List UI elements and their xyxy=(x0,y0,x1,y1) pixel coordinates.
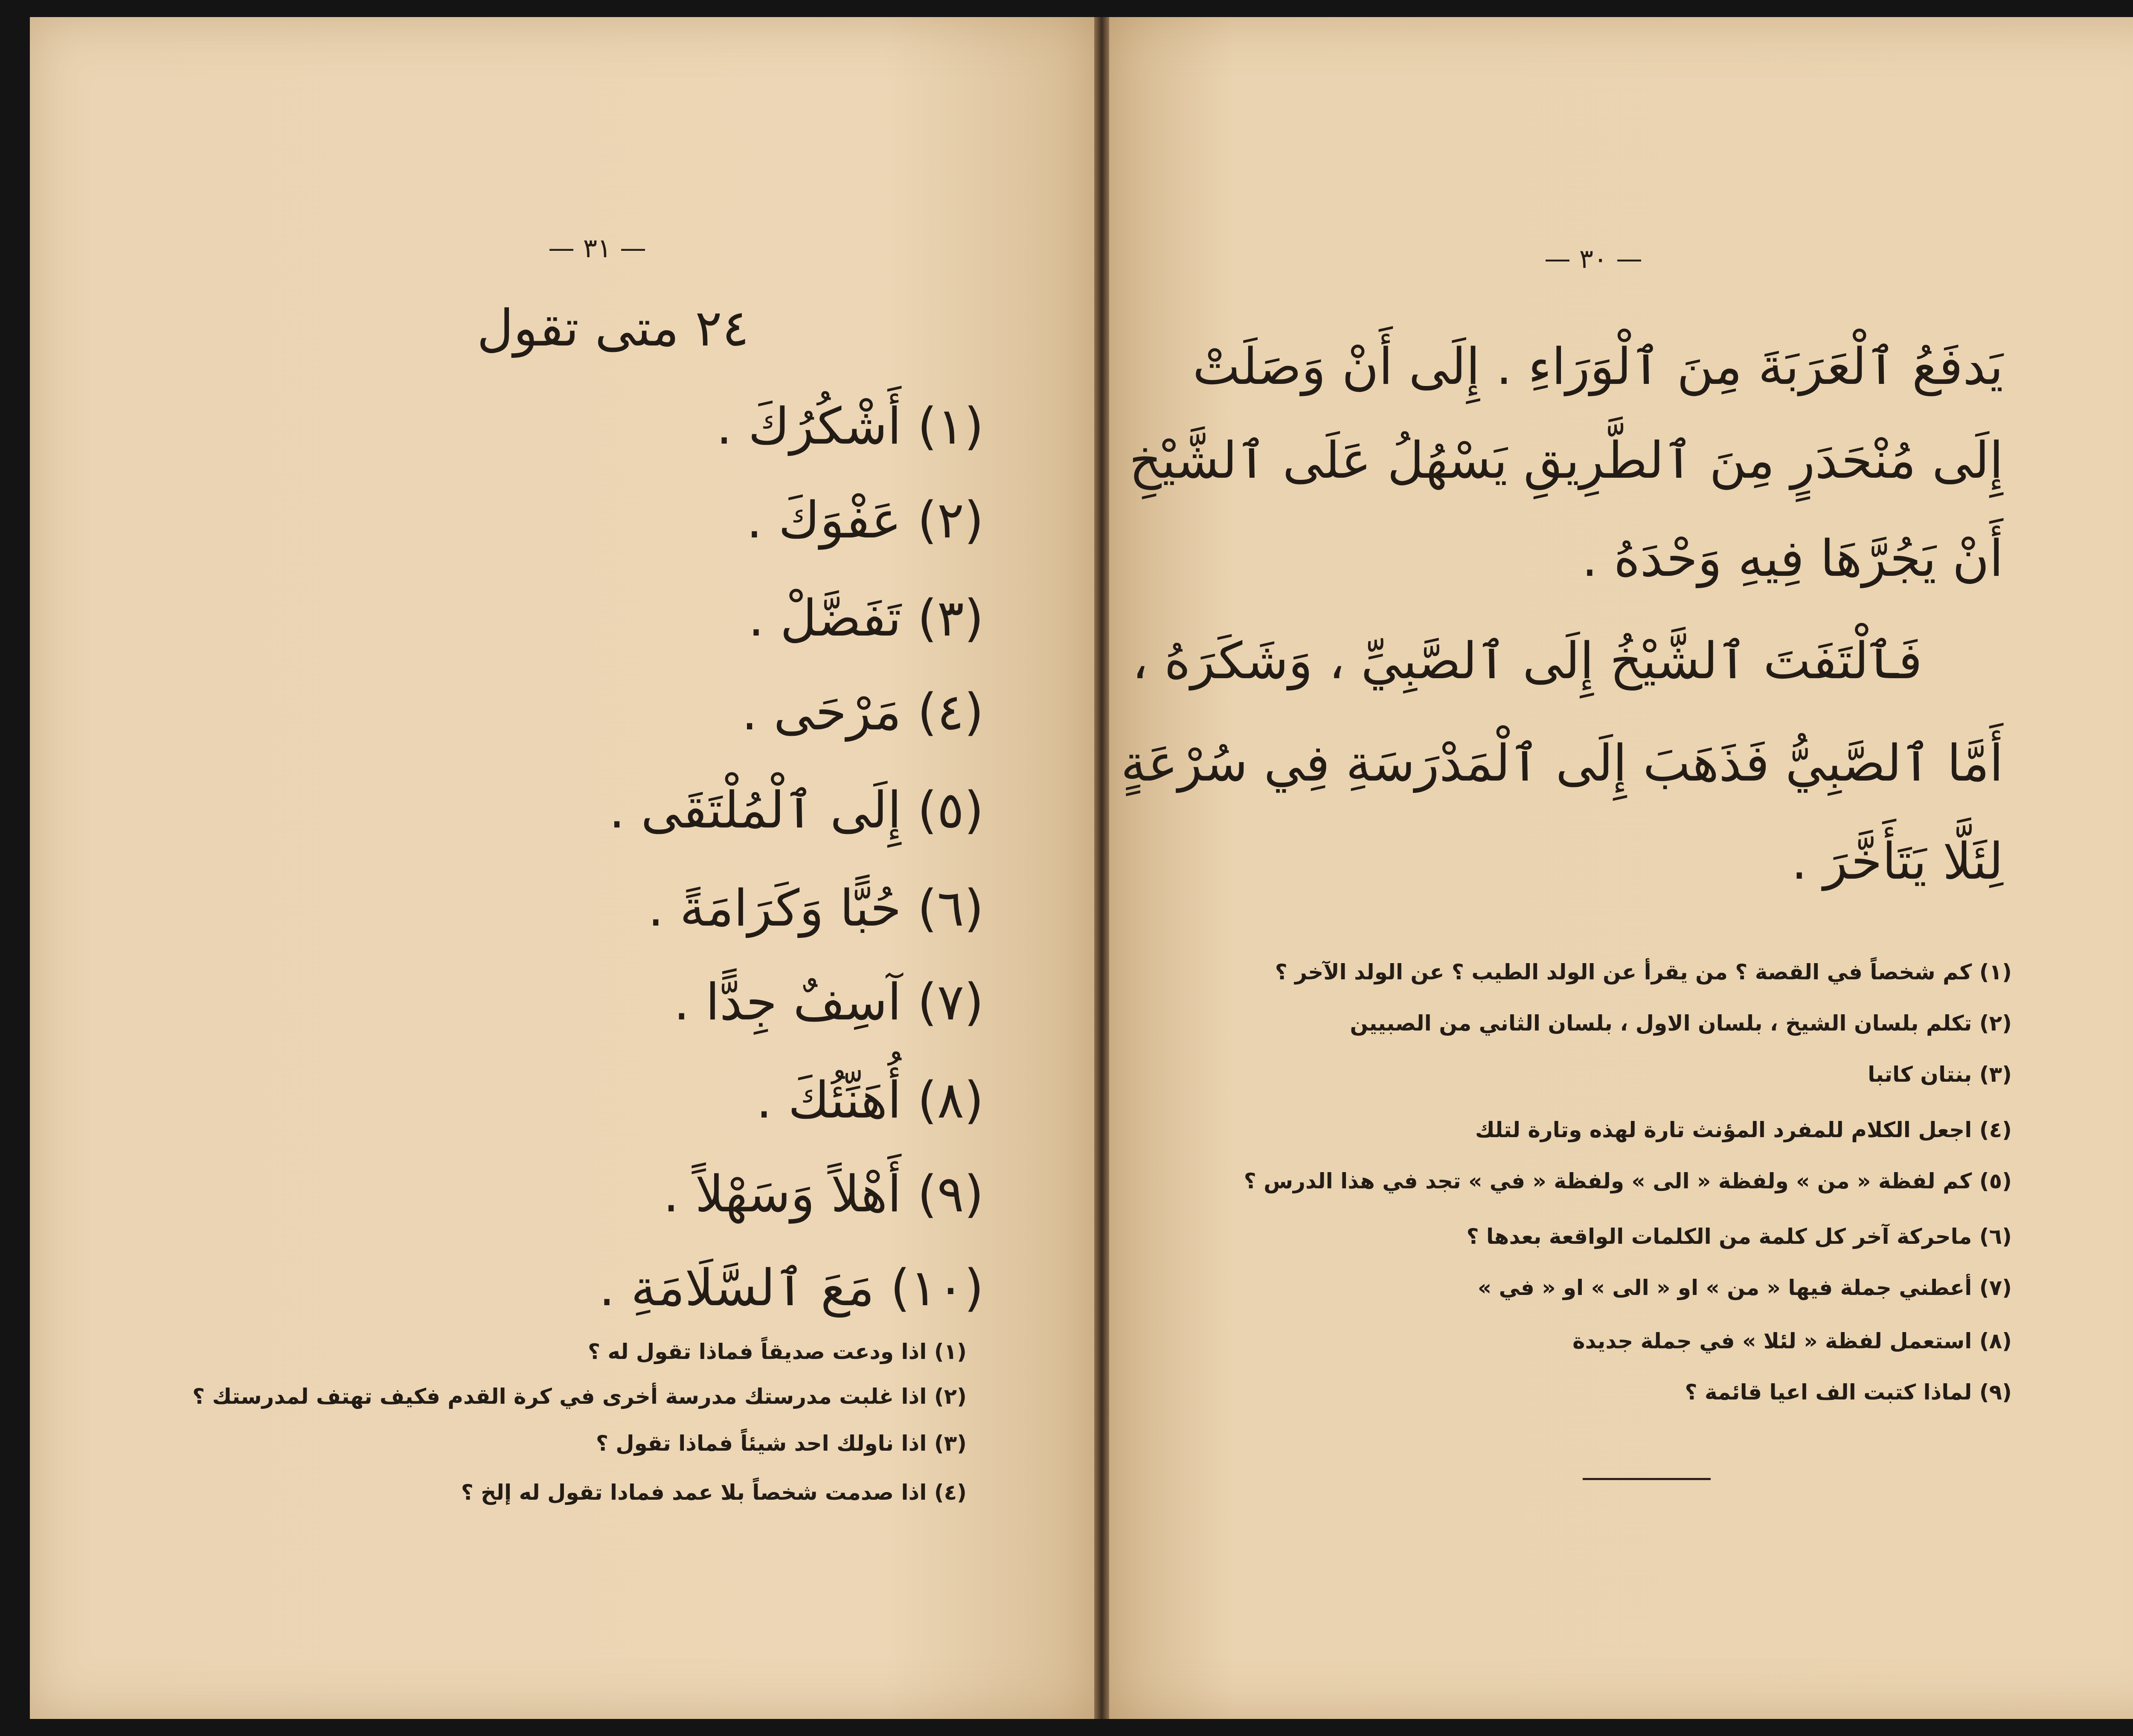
phrase-3: (٣) تَفَضَّلْ . xyxy=(748,589,984,647)
story-line-3: أَنْ يَجُرَّهَا فِيهِ وَحْدَهُ . xyxy=(1581,529,2003,588)
phrase-8: (٨) أُهَنِّئُكَ . xyxy=(756,1071,984,1129)
phrase-10: (١٠) مَعَ ٱلسَّلَامَةِ . xyxy=(599,1258,984,1317)
story-line-6: لِئَلَّا يَتَأَخَّرَ . xyxy=(1791,832,2003,891)
book-gutter xyxy=(1094,17,1109,1719)
exercise-4: (٤) اجعل الكلام للمفرد المؤنث تارة لهذه وتارة لتلك xyxy=(1475,1118,2012,1142)
phrase-6: (٦) حُبًّا وَكَرَامَةً . xyxy=(648,879,984,938)
left-question-1: (١) اذا ودعت صديقاً فماذا تقول له ؟ xyxy=(587,1339,967,1364)
left-question-3: (٣) اذا ناولك احد شيئاً فماذا تقول ؟ xyxy=(596,1431,967,1456)
exercise-3: (٣) بنتان كاتبا xyxy=(1868,1062,2012,1087)
story-line-1: يَدفَعُ ٱلْعَرَبَةَ مِنَ ٱلْوَرَاءِ . إِلَى أَنْ وَصَلَتْ xyxy=(1192,337,2003,396)
story-line-4: فَٱلْتَفَتَ ٱلشَّيْخُ إِلَى ٱلصَّبِيِّ ، وَشَكَرَهُ ، xyxy=(1132,631,1922,690)
phrase-1: (١) أَشْكُرُكَ . xyxy=(716,397,984,456)
page-number-left: — ٣١ — xyxy=(548,232,647,264)
story-line-2: إِلَى مُنْحَدَرٍ مِنَ ٱلطَّرِيقِ يَسْهُلُ عَلَى ٱلشَّيْخِ xyxy=(1129,431,2003,490)
phrase-7: (٧) آسِفٌ جِدًّا . xyxy=(674,973,984,1031)
left-question-2: (٢) اذا غلبت مدرستك مدرسة أخرى في كرة القدم فكيف تهتف لمدرستك ؟ xyxy=(192,1384,967,1409)
exercise-7: (٧) أعطني جملة فيها « من » او « الى » او « في » xyxy=(1477,1275,2012,1300)
exercise-8: (٨) استعمل لفظة « لئلا » في جملة جديدة xyxy=(1572,1329,2012,1353)
page-number-right: — ٣٠ — xyxy=(1544,243,1643,274)
lesson-title: ٢٤ متى تقول xyxy=(477,299,749,357)
left-question-4: (٤) اذا صدمت شخصاً بلا عمد فمادا تقول له إلخ ؟ xyxy=(461,1480,967,1505)
phrase-5: (٥) إِلَى ٱلْمُلْتَقَى . xyxy=(609,781,984,839)
exercise-1: (١) كم شخصاً في القصة ؟ من يقرأ عن الولد الطيب ؟ عن الولد الآخر ؟ xyxy=(1275,960,2012,984)
story-line-5: أَمَّا ٱلصَّبِيُّ فَذَهَبَ إِلَى ٱلْمَدْرَسَةِ فِي سُرْعَةٍ xyxy=(1121,734,2003,793)
phrase-9: (٩) أَهْلاً وَسَهْلاً . xyxy=(663,1164,984,1223)
left-page xyxy=(30,17,1096,1719)
exercise-6: (٦) ماحركة آخر كل كلمة من الكلمات الواقعة بعدها ؟ xyxy=(1466,1224,2012,1249)
exercise-5: (٥) كم لفظة « من » ولفظة « الى » ولفظة « في » تجد في هذا الدرس ؟ xyxy=(1244,1169,2012,1193)
exercise-9: (٩) لماذا كتبت الف اعيا قائمة ؟ xyxy=(1685,1380,2012,1405)
phrase-4: (٤) مَرْحَى . xyxy=(741,682,984,741)
phrase-2: (٢) عَفْوَكَ . xyxy=(746,491,984,549)
exercise-2: (٢) تكلم بلسان الشيخ ، بلسان الاول ، بلسان الثاني من الصبيين xyxy=(1350,1011,2012,1036)
end-rule xyxy=(1583,1478,1711,1480)
